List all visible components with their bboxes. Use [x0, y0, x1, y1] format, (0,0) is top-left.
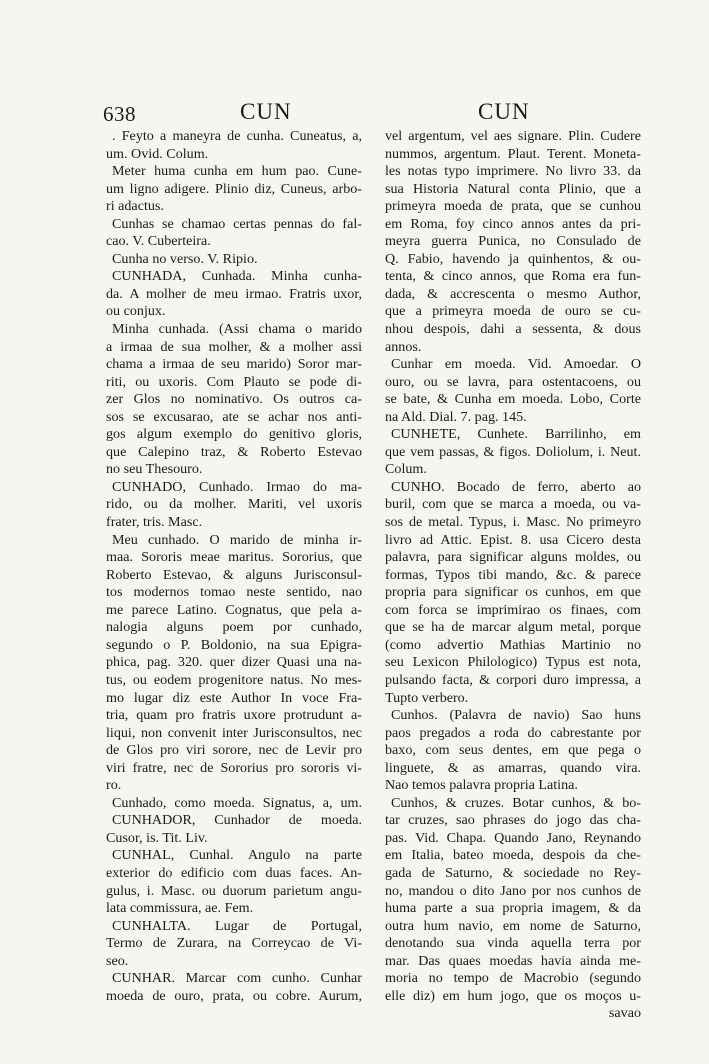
- text-line: les notas typo imprimere. No livro 33. da: [385, 163, 641, 180]
- text-line: ou conjux.: [106, 303, 166, 320]
- right-column: [385, 128, 641, 1023]
- text-line: huma parte a sua propria imagem, & da: [385, 900, 641, 917]
- text-line: que a primeyra moeda de ouro se cu-: [385, 303, 641, 320]
- text-line: liqui, non convenit inter Jurisconsultos, nec: [106, 724, 362, 741]
- text-line: meyra guerra Punica, no Consulado de: [385, 233, 641, 250]
- text-line: ri adactus.: [106, 198, 164, 215]
- text-line: CUNHALTA. Lugar de Portugal,: [112, 917, 362, 934]
- text-line: segundo o P. Boldonio, na sua Epigra-: [106, 636, 362, 653]
- text-line: annos.: [385, 338, 422, 355]
- text-line: ro.: [106, 777, 122, 794]
- text-line: moeda de ouro, prata, ou cobre. Aurum,: [106, 987, 362, 1004]
- text-line: tus, ou eodem progenitore natus. No mes-: [106, 671, 362, 688]
- text-line: Cunhos, & cruzes. Botar cunhos, & bo-: [391, 794, 641, 811]
- text-line: outra hum navio, em nome de Saturno,: [385, 917, 641, 934]
- text-line: moria no tempo de Macrobio (segundo: [385, 970, 641, 987]
- text-line: denotando sua vinda aquella terra por: [385, 935, 641, 952]
- text-line: a irmaa de sua molher, & a molher assi: [106, 338, 362, 355]
- text-line: . Feyto a maneyra de cunha. Cuneatus, a,: [112, 128, 362, 144]
- text-line: gulus, i. Masc. ou duorum parietum angu-: [106, 882, 362, 899]
- text-line: buril, com que se marca a moeda, ou va-: [385, 496, 641, 513]
- text-line: CUNHADOR, Cunhador de moeda.: [112, 812, 362, 829]
- text-line: Cunha no verso. V. Ripio.: [112, 250, 258, 267]
- left-column: [106, 128, 362, 1005]
- text-line: Cunhos. (Palavra de navio) Sao huns: [391, 707, 641, 724]
- text-line: paos pregados a roda do cabrestante por: [385, 724, 641, 741]
- text-line: CUNHAL, Cunhal. Angulo na parte: [112, 847, 362, 864]
- text-line: Meter huma cunha em hum pao. Cune-: [112, 163, 362, 180]
- text-line: CUNHADO, Cunhado. Irmao do ma-: [112, 478, 362, 495]
- text-line: mo lugar diz este Author In voce Fra-: [106, 689, 362, 706]
- running-head-right: CUN: [478, 99, 530, 124]
- text-line: Cunhado, como moeda. Signatus, a, um.: [112, 794, 362, 811]
- text-line: no seu Thesouro.: [106, 461, 203, 478]
- text-line: Minha cunhada. (Assi chama o marido: [112, 321, 362, 338]
- text-line: (como advertio Mathias Martinio no: [385, 636, 641, 653]
- text-line: elle diz) em hum jogo, que os moços u-: [385, 987, 641, 1004]
- text-line: gada de Saturno, & sociedade no Rey-: [385, 864, 641, 881]
- text-line: Q. Fabio, havendo ja quinhentos, & ou-: [385, 250, 641, 267]
- text-line: CUNHAR. Marcar com cunho. Cunhar: [112, 970, 362, 987]
- text-line: me parece Latino. Cognatus, que pela a-: [106, 601, 362, 618]
- page-number: 638: [103, 102, 136, 126]
- text-line: chama a irmaa de seu marido) Soror mar-: [106, 356, 362, 373]
- text-line: em Italia, bateo moeda, despois da che-: [385, 847, 641, 864]
- text-line: um ligno adigere. Plinio diz, Cuneus, arbo-: [106, 180, 362, 197]
- text-line: nhou despois, dahi a sessenta, & dous: [385, 321, 641, 338]
- text-line: savao: [608, 1005, 641, 1022]
- text-line: CUNHADA, Cunhada. Minha cunha-: [112, 268, 362, 285]
- running-head-left: CUN: [240, 99, 292, 124]
- text-line: tria, quam pro fratris uxore protrudunt a-: [106, 707, 362, 724]
- text-line: com forca se imprimirao os finaes, com: [385, 601, 641, 618]
- text-line: livro ad Attic. Epist. 8. usa Cicero desta: [385, 531, 641, 548]
- text-line: primeyra moeda de prata, que se cunhou: [385, 198, 641, 215]
- text-line: que Calepino traz, & Roberto Estevao: [106, 443, 362, 460]
- text-line: Cusor, is. Tit. Liv.: [106, 829, 208, 846]
- text-line: phica, pag. 320. quer dizer Quasi una na-: [106, 654, 362, 671]
- text-line: seu Lexicon Philologico) Typus est nota,: [385, 654, 641, 671]
- text-line: linguete, & as amarras, quando vira.: [385, 759, 641, 776]
- text-line: maa. Sororis meae maritus. Sororius, que: [106, 549, 362, 566]
- text-line: pas. Vid. Chapa. Quando Jano, Reynando: [385, 829, 641, 846]
- text-line: ouro, ou se lavra, para ostentacoens, ou: [385, 373, 641, 390]
- text-line: Meu cunhado. O marido de minha ir-: [112, 531, 362, 548]
- text-line: sua Historia Natural conta Plinio, que a: [385, 180, 641, 197]
- text-line: baxo, com seus dentes, em que pega o: [385, 742, 641, 759]
- text-line: tar cruzes, sao phrases do jogo das cha-: [385, 812, 641, 829]
- text-line: que se ha de marcar algum metal, porque: [385, 619, 641, 636]
- text-line: frater, tris. Masc.: [106, 514, 203, 531]
- text-line: viri fratre, nec de Sororius pro sororis vi-: [106, 759, 362, 776]
- text-line: seo.: [106, 952, 129, 969]
- text-line: se bate, & Cunha em moeda. Lobo, Corte: [385, 391, 641, 408]
- text-line: um. Ovid. Colum.: [106, 145, 209, 162]
- text-line: na Ald. Dial. 7. pag. 145.: [385, 408, 527, 425]
- text-line: CUNHETE, Cunhete. Barrilinho, em: [391, 426, 641, 443]
- text-line: Tupto verbero.: [385, 689, 469, 706]
- text-line: rido, ou da molher. Mariti, vel uxoris: [106, 496, 362, 513]
- text-line: cao. V. Cuberteira.: [106, 233, 211, 250]
- text-line: propria para significar os cunhos, em que: [385, 584, 641, 601]
- text-line: em Roma, foy cinco annos antes da pri-: [385, 215, 641, 232]
- text-line: Cunhas se chamao certas pennas do fal-: [112, 215, 362, 232]
- text-line: zer Glos no nominativo. Os outros ca-: [106, 391, 362, 408]
- text-line: nalogia alguns poem por cunhado,: [106, 619, 362, 636]
- text-line: dada, & accrescenta o mesmo Author,: [385, 285, 641, 302]
- text-line: vel argentum, vel aes signare. Plin. Cudere: [385, 128, 641, 144]
- text-line: no, mandou o dito Jano por nos cunhos de: [385, 882, 641, 899]
- text-line: que vem passas, & figos. Doliolum, i. Neut.: [385, 443, 641, 460]
- text-line: Cunhar em moeda. Vid. Amoedar. O: [391, 356, 641, 373]
- text-line: Roberto Estevao, & alguns Jurisconsul-: [106, 566, 362, 583]
- text-line: de Glos pro viri sorore, nec de Levir pro: [106, 742, 362, 759]
- text-line: Colum.: [385, 461, 427, 478]
- text-line: sos se excusarao, ate se achar nos anti-: [106, 408, 362, 425]
- text-line: riti, ou uxoris. Com Plauto se pode di-: [106, 373, 362, 390]
- text-line: formas, Typos tibi mando, &c. & parece: [385, 566, 641, 583]
- text-line: exterior do edificio com duas faces. An-: [106, 864, 362, 881]
- text-line: pulsando facta, & corpori duro impressa, a: [385, 671, 641, 688]
- text-line: Nao temos palavra propria Latina.: [385, 777, 578, 794]
- text-line: CUNHO. Bocado de ferro, aberto ao: [391, 478, 641, 495]
- text-line: tos modernos tomao neste sentido, nao: [106, 584, 362, 601]
- text-line: gos algum exemplo do genitivo gloris,: [106, 426, 362, 443]
- text-line: nummos, argentum. Plaut. Terent. Moneta-: [385, 145, 641, 162]
- text-line: da. A molher de meu irmao. Fratris uxor,: [106, 285, 362, 302]
- text-line: Termo de Zurara, na Correycao de Vi-: [106, 935, 362, 952]
- text-line: sos de metal. Typus, i. Masc. No primeyro: [385, 514, 641, 531]
- text-line: palavra, para significar alguns moldes, ou: [385, 549, 641, 566]
- text-line: tenta, & cinco annos, que Roma era fun-: [385, 268, 641, 285]
- text-line: lata commissura, ae. Fem.: [106, 900, 254, 917]
- text-line: mar. Das quaes moedas havia ainda me-: [385, 952, 641, 969]
